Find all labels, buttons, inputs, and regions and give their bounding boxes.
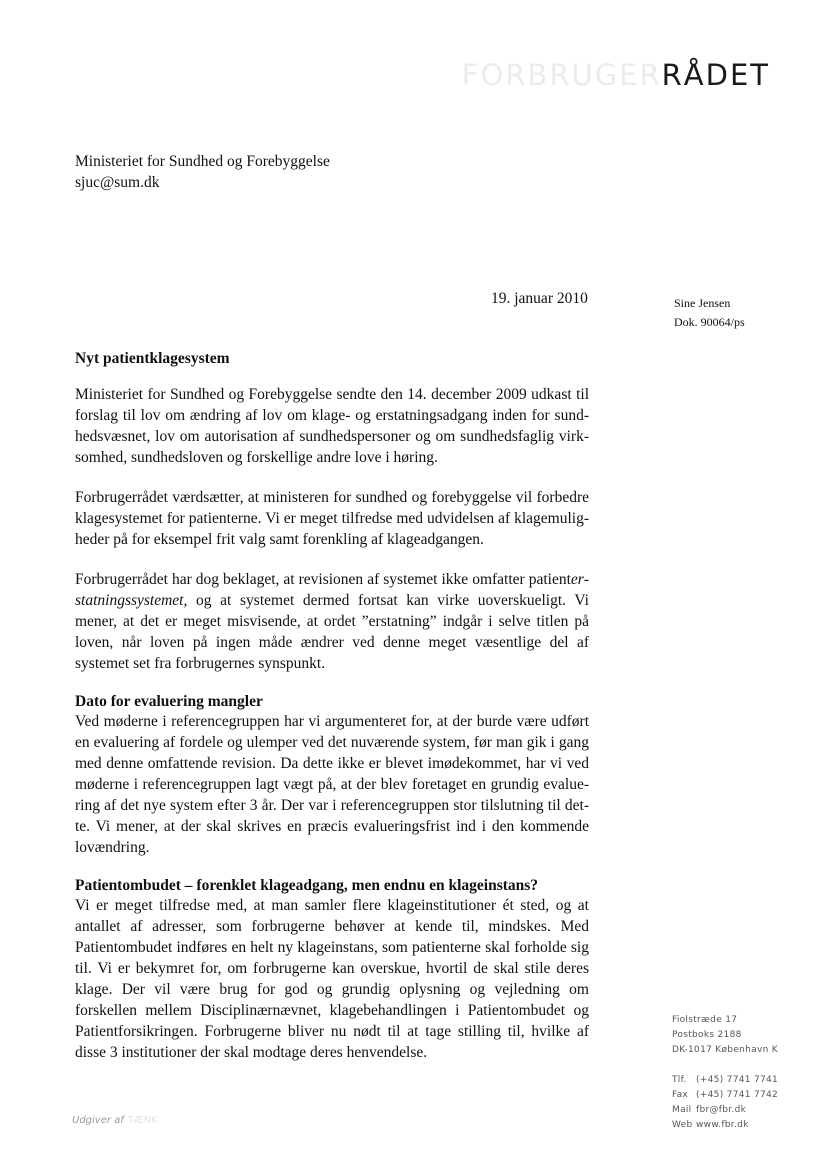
phone-value: (+45) 7741 7741 [696, 1075, 779, 1085]
paragraph-3-end: og at systemet dermed fortsat kan virke uoverskueligt. Vi mener, at det er meget misvisende, at ordet ”erstatning” indgår i selve titlen på loven, når loven på ingen måde ændrer ved denne meget væsentlige del af systemet set fra forbrugernes synspunkt. [75, 592, 589, 672]
letter-title: Nyt patientklagesystem [75, 350, 230, 367]
mail-link[interactable]: fbr@fbr.dk [696, 1105, 747, 1115]
contact-block [672, 1073, 778, 1133]
publisher-name: TÆNK [127, 1115, 158, 1126]
section-2-heading: Patientombudet – forenklet klageadgang, men endnu en klageinstans? [75, 877, 539, 894]
contact-phone [672, 1073, 778, 1088]
logo-main: RÅDET [661, 58, 770, 92]
recipient-email: sjuc@sum.dk [75, 174, 160, 191]
forbrugerraadet-logo [462, 58, 770, 92]
paragraph-3-italic: erstatningssystemet, [75, 571, 589, 609]
paragraph-2: Forbrugerrådet værdsætter, at ministeren for sundhed og forebyggelse vil forbedre klagesystemet for patienterne. Vi er meget tilfredse med udvidelsen af klagemuligheder på for eksempel frit valg samt forenkling af klageadgangen. [75, 489, 589, 548]
phone-label: Tlf. [672, 1075, 687, 1085]
paragraph-3-start: Forbrugerrådet har dog beklaget, at revisionen af systemet ikke omfatter patient [75, 571, 571, 588]
web-label: Web [672, 1120, 693, 1130]
paragraph-3 [75, 569, 589, 674]
section-1-heading: Dato for evaluering mangler [75, 693, 263, 710]
address-city: DK-1017 København K [672, 1045, 778, 1055]
section-1-text: Ved møderne i referencegruppen har vi argumenteret for, at der burde være udført en evaluering af fordele og ulemper ved det nuværende system, før man gik i gang med denne omfattende revision. Da dette ikke er blevet imødekommet, har vi ved møderne i referencegruppen lagt vægt på, at der blev foretaget en grundig evaluering af det nye system efter 3 år. Der var i referencegruppen stor tilslutning til dette. Vi mener, at der skal skrives en præcis evalueringsfrist ind i den kommende lovændring. [75, 713, 589, 856]
letter-body [75, 350, 589, 1082]
letter-date: 19. januar 2010 [491, 290, 588, 307]
recipient-block [75, 151, 330, 193]
contact-mail [672, 1103, 778, 1118]
section-2-text: Vi er meget tilfredse med, at man samler flere klageinstitutioner ét sted, og at antallet af adresser, som forbrugerne behøver at kende til, mindskes. Med Patientombudet indføres en helt ny klageinstans, som patienterne skal forholde sig til. Vi er bekymret for, om forbrugerne kan overskue, hvortil de skal stile deres klage. Der vil være brug for god og grundig oplysning og vejledning om forskellen mellem Disciplinærnævnet, klagebehandlingen i Patientombudet og Patientforsikringen. Forbrugerne bliver nu nødt til at tage stilling til, hvilke af disse 3 institutioner der skal modtage deres henvendelse. [75, 897, 589, 1061]
web-link[interactable]: www.fbr.dk [696, 1120, 749, 1130]
recipient-name: Ministeriet for Sundhed og Forebyggelse [75, 153, 330, 170]
publisher-label: Udgiver af [72, 1115, 124, 1126]
address-pobox: Postboks 2188 [672, 1030, 742, 1040]
address-street: Fiolstræde 17 [672, 1015, 738, 1025]
document-meta [674, 294, 745, 332]
contact-web [672, 1118, 778, 1133]
fax-value: (+45) 7741 7742 [696, 1090, 779, 1100]
fax-label: Fax [672, 1090, 689, 1100]
document-number: Dok. 90064/ps [674, 315, 745, 329]
mail-label: Mail [672, 1105, 692, 1115]
logo-prefix: FORBRUGER [461, 58, 662, 92]
contact-fax [672, 1088, 778, 1103]
address-block [672, 1013, 778, 1058]
paragraph-1: Ministeriet for Sundhed og Forebyggelse sendte den 14. december 2009 udkast til forslag til lov om ændring af lov om klage- og erstatningsadgang inden for sundhedsvæsnet, lov om autorisation af sundhedspersoner og om sundhedsfaglig virksomhed, sundhedsloven og forskellige andre love i høring. [75, 386, 589, 466]
author-name: Sine Jensen [674, 296, 731, 310]
publisher-note [72, 1115, 158, 1126]
